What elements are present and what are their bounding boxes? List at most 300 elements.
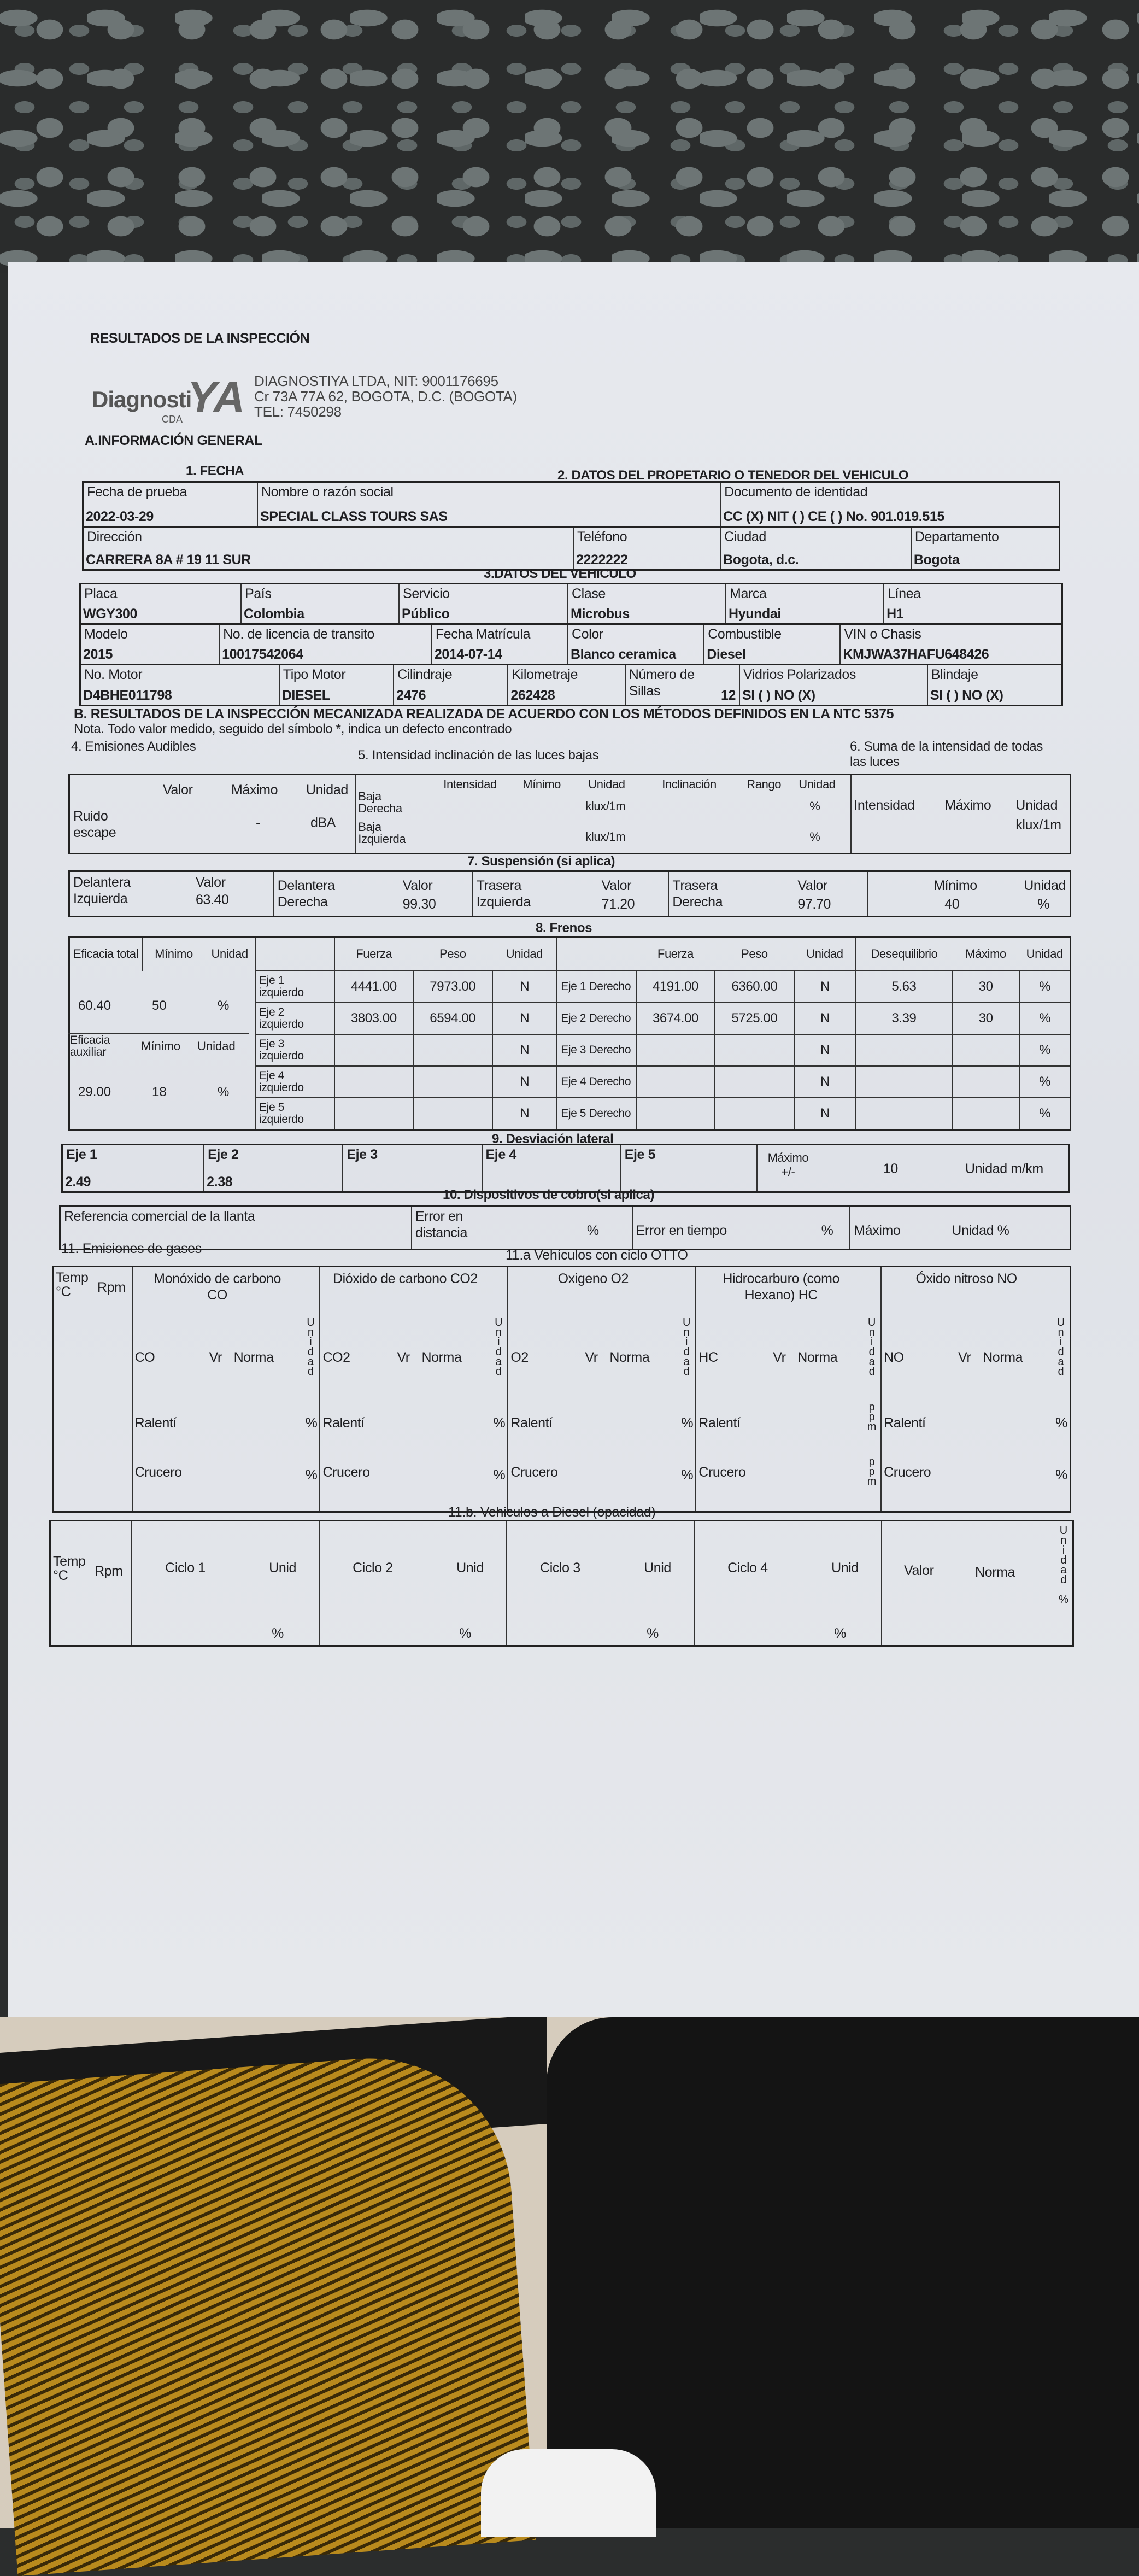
vehicle-field bbox=[884, 584, 1061, 623]
vehicle-field bbox=[928, 665, 1061, 705]
weight-right bbox=[715, 1034, 794, 1066]
diesel-value-column bbox=[882, 1521, 1072, 1645]
suspension-heading: 7. Suspensión (si aplica) bbox=[467, 854, 615, 869]
unit-pct: % bbox=[1020, 1003, 1071, 1034]
force-left bbox=[334, 1066, 413, 1098]
vr-label: Vr bbox=[397, 1350, 410, 1365]
owner-heading: 2. DATOS DEL PROPETARIO O TENEDOR DEL VEHICULO bbox=[557, 468, 909, 483]
diesel-cycle-column bbox=[320, 1521, 507, 1645]
unit-pct: % bbox=[1020, 971, 1071, 1003]
unit-pct: % bbox=[1020, 1034, 1071, 1066]
owner-name: SPECIAL CLASS TOURS SAS bbox=[260, 509, 448, 524]
suspension-label: Trasera Derecha bbox=[672, 878, 723, 910]
cycle-label: Ciclo 4 bbox=[727, 1560, 768, 1576]
owner-row-2 bbox=[82, 526, 1060, 571]
suspension-item bbox=[70, 872, 274, 916]
gas-code: CO2 bbox=[322, 1350, 350, 1365]
vehicle-row-3 bbox=[79, 664, 1063, 706]
vr-label: Vr bbox=[773, 1350, 786, 1365]
force-right bbox=[636, 1098, 715, 1129]
light-pct: % bbox=[809, 830, 820, 844]
deviation-axis bbox=[483, 1145, 621, 1191]
col-header: Unidad bbox=[588, 777, 625, 791]
ralenti-label: Ralentí bbox=[134, 1415, 177, 1431]
eff-total-min: 50 bbox=[152, 998, 167, 1013]
unit-n: N bbox=[492, 971, 557, 1003]
company-logo: Diagnosti YA CDA bbox=[92, 373, 245, 425]
imbalance: 3.39 bbox=[856, 1003, 952, 1034]
background-striped-cloth bbox=[0, 2049, 536, 2576]
axle-right-label: Eje 2 Derecho bbox=[557, 1003, 636, 1034]
field-label: No. de licencia de transito bbox=[223, 627, 375, 642]
field-value: 2476 bbox=[396, 688, 426, 703]
field-value: SI ( ) NO (X) bbox=[930, 688, 1003, 703]
force-right bbox=[636, 1066, 715, 1098]
eff-total-label: Eficacia total bbox=[69, 937, 143, 971]
weight-right: 5725.00 bbox=[715, 1003, 794, 1034]
max-value: 10 bbox=[883, 1161, 898, 1176]
diesel-table bbox=[49, 1520, 1074, 1647]
max-imbalance bbox=[952, 1098, 1020, 1129]
document-cell bbox=[721, 483, 1059, 526]
force-left bbox=[334, 1098, 413, 1129]
col-header: Valor bbox=[163, 782, 193, 798]
gas-title: Hidrocarburo (como Hexano) HC bbox=[723, 1271, 840, 1303]
col-header: Unidad bbox=[306, 782, 348, 798]
unit-label: Unidad % bbox=[952, 1223, 1009, 1238]
dept-cell bbox=[912, 528, 1059, 569]
ralenti-unit: % bbox=[305, 1415, 318, 1431]
name-cell bbox=[258, 483, 721, 526]
vehicle-row-1 bbox=[79, 583, 1063, 623]
time-label: Error en tiempo bbox=[636, 1223, 727, 1238]
doc-label: Documento de identidad bbox=[724, 484, 868, 500]
vr-label: Vr bbox=[958, 1350, 971, 1365]
norma-label: Norma bbox=[421, 1350, 462, 1365]
suspension-value: 71.20 bbox=[601, 897, 635, 912]
lights-sum-cell bbox=[852, 775, 1070, 853]
gas-code: CO bbox=[134, 1350, 155, 1365]
light-unit: klux/1m bbox=[585, 830, 626, 844]
vr-label: Vr bbox=[209, 1350, 222, 1365]
company-address: Cr 73A 77A 62, BOGOTA, D.C. (BOGOTA) bbox=[254, 388, 517, 405]
unit-n: N bbox=[492, 1098, 557, 1129]
axle-right-label: Eje 5 Derecho bbox=[557, 1098, 636, 1129]
noise-unit: dBA bbox=[310, 815, 336, 830]
deviation-heading: 9. Desviación lateral bbox=[492, 1132, 614, 1146]
ralenti-label: Ralentí bbox=[322, 1415, 365, 1431]
light-pct: % bbox=[809, 799, 820, 813]
diesel-cycle-column bbox=[507, 1521, 695, 1645]
suspension-label: Delantera Derecha bbox=[277, 878, 335, 910]
gas-column bbox=[882, 1267, 1070, 1511]
unit-pct: % bbox=[272, 1626, 284, 1641]
gas-code: HC bbox=[698, 1350, 718, 1365]
axle-left-label: Eje 1 izquierdo bbox=[255, 971, 334, 1003]
vehicle-row-2 bbox=[79, 623, 1063, 664]
col-header: Máximo bbox=[231, 782, 278, 798]
weight-left: 7973.00 bbox=[413, 971, 492, 1003]
crucero-label: Crucero bbox=[698, 1465, 746, 1480]
vehicle-field bbox=[740, 665, 928, 705]
tire-ref-label: Referencia comercial de la llanta bbox=[64, 1209, 255, 1224]
unit-pct: % bbox=[834, 1626, 846, 1641]
weight-left bbox=[413, 1098, 492, 1129]
unit-pct: % bbox=[647, 1626, 659, 1641]
deseq-header: Desequilibrio bbox=[856, 937, 952, 971]
col-header: Máximo bbox=[944, 798, 991, 813]
peso-header: Peso bbox=[413, 937, 492, 971]
field-value: Público bbox=[402, 606, 450, 622]
vehicle-field bbox=[280, 665, 394, 705]
suspension-min bbox=[868, 872, 1070, 916]
imbalance bbox=[856, 1066, 952, 1098]
temp-label: Temp °C bbox=[53, 1554, 86, 1583]
force-right: 3674.00 bbox=[636, 1003, 715, 1034]
noise-heading: 4. Emisiones Audibles bbox=[71, 739, 196, 754]
field-label: Modelo bbox=[84, 627, 128, 642]
eff-aux-value: 29.00 bbox=[78, 1085, 111, 1099]
rpm-label: Rpm bbox=[97, 1280, 126, 1295]
unit-header: Unidad bbox=[197, 1039, 236, 1053]
unid-label: Unid bbox=[456, 1560, 484, 1576]
force-left: 4441.00 bbox=[334, 971, 413, 1003]
vehicle-field bbox=[568, 625, 704, 664]
norma-label: Norma bbox=[975, 1565, 1015, 1580]
field-label: No. Motor bbox=[84, 667, 143, 682]
light-row-label: Baja Derecha bbox=[358, 789, 402, 815]
temp-rpm-cell bbox=[51, 1521, 132, 1645]
crucero-unit: % bbox=[305, 1467, 318, 1483]
weight-right: 6360.00 bbox=[715, 971, 794, 1003]
weight-right bbox=[715, 1066, 794, 1098]
unit-n: N bbox=[492, 1034, 557, 1066]
unit-n: N bbox=[794, 1098, 856, 1129]
unit-pct: % bbox=[1020, 1098, 1071, 1129]
ralenti-unit: % bbox=[493, 1415, 506, 1431]
force-right bbox=[636, 1034, 715, 1066]
vehicle-field bbox=[81, 625, 220, 664]
eff-aux-label: Eficacia auxiliar bbox=[70, 1034, 110, 1058]
unit-pct: % bbox=[1020, 1066, 1071, 1098]
max-imbalance bbox=[952, 1034, 1020, 1066]
gas-code: NO bbox=[884, 1350, 904, 1365]
crucero-unit: % bbox=[493, 1467, 506, 1483]
vr-label: Vr bbox=[585, 1350, 598, 1365]
unidad-label: Unidad bbox=[304, 1316, 317, 1375]
unid-label: Unid bbox=[269, 1560, 296, 1576]
fuerza-header: Fuerza bbox=[334, 937, 413, 971]
vehicle-field bbox=[568, 584, 726, 623]
fecha-heading: 1. FECHA bbox=[186, 464, 244, 478]
company-info bbox=[254, 373, 517, 419]
axle-left-label: Eje 3 izquierdo bbox=[255, 1034, 334, 1066]
col-header: Unidad bbox=[1015, 798, 1058, 813]
unidad-label: Unidad bbox=[866, 1316, 878, 1375]
crucero-unit: ppm bbox=[866, 1456, 878, 1485]
time-error bbox=[633, 1207, 851, 1249]
charging-table bbox=[59, 1205, 1071, 1250]
ralenti-unit: % bbox=[1055, 1415, 1068, 1431]
owner-address: CARRERA 8A # 19 11 SUR bbox=[86, 552, 251, 567]
temp-label: Temp °C bbox=[56, 1270, 89, 1299]
field-value: Microbus bbox=[571, 606, 630, 622]
pct: % bbox=[586, 1223, 599, 1238]
axis-value: 2.38 bbox=[207, 1174, 233, 1190]
unid-label: Unid bbox=[644, 1560, 671, 1576]
force-left: 3803.00 bbox=[334, 1003, 413, 1034]
company-name: DIAGNOSTIYA LTDA, NIT: 9001176695 bbox=[254, 373, 498, 389]
valor-label: Valor bbox=[196, 875, 226, 890]
lights-sum-heading: 6. Suma de la intensidad de todas las luces bbox=[850, 739, 1043, 769]
field-label: Fecha Matrícula bbox=[435, 627, 531, 642]
gas-column bbox=[696, 1267, 882, 1511]
vehicle-field bbox=[220, 625, 432, 664]
light-row-label: Baja Izquierda bbox=[358, 820, 406, 846]
fecha-cell bbox=[84, 483, 258, 526]
vehicle-field bbox=[400, 584, 568, 623]
noise-max: - bbox=[256, 815, 260, 830]
unit-header: Unidad bbox=[1020, 937, 1071, 971]
vehicle-field bbox=[81, 665, 280, 705]
suspension-item bbox=[473, 872, 670, 916]
owner-phone: 2222222 bbox=[576, 552, 628, 567]
max-imbalance bbox=[952, 1066, 1020, 1098]
noise-label: Ruido escape bbox=[73, 809, 116, 840]
unit-header: Unidad bbox=[492, 937, 557, 971]
otto-heading: 11.a Vehículos con ciclo OTTO bbox=[506, 1248, 688, 1263]
phone-label: Teléfono bbox=[577, 529, 627, 545]
fecha-label: Fecha de prueba bbox=[87, 484, 187, 500]
crucero-unit: % bbox=[1055, 1467, 1068, 1483]
deviation-axis bbox=[343, 1145, 482, 1191]
charging-max bbox=[850, 1207, 1070, 1249]
unit-n: N bbox=[794, 1066, 856, 1098]
col-header: Mínimo bbox=[522, 777, 561, 791]
rpm-label: Rpm bbox=[95, 1564, 123, 1579]
otto-table bbox=[52, 1266, 1071, 1513]
gas-column bbox=[133, 1267, 321, 1511]
unit-n: N bbox=[794, 971, 856, 1003]
vehicle-field bbox=[394, 665, 508, 705]
field-label: Combustible bbox=[708, 627, 782, 642]
min-header: Mínimo bbox=[141, 1039, 181, 1053]
imbalance bbox=[856, 1034, 952, 1066]
unit-n: N bbox=[492, 1066, 557, 1098]
axle-left-label: Eje 4 izquierdo bbox=[255, 1066, 334, 1098]
max-label: Máximo bbox=[854, 1223, 901, 1238]
ralenti-unit: % bbox=[681, 1415, 694, 1431]
suspension-label: Trasera Izquierda bbox=[476, 878, 531, 910]
unit-label: Unidad m/km bbox=[965, 1161, 1043, 1176]
col-header: Inclinación bbox=[662, 777, 717, 791]
norma-label: Norma bbox=[797, 1350, 838, 1365]
eff-aux-unit: % bbox=[218, 1085, 230, 1099]
max-imbalance: 30 bbox=[952, 1003, 1020, 1034]
gas-title: Monóxido de carbono CO bbox=[154, 1271, 281, 1303]
axle-left-label: Eje 2 izquierdo bbox=[255, 1003, 334, 1034]
unit-n: N bbox=[492, 1003, 557, 1034]
eff-total-value: 60.40 bbox=[78, 998, 111, 1013]
min-label: Mínimo bbox=[933, 878, 977, 893]
field-label: País bbox=[245, 586, 272, 601]
name-label: Nombre o razón social bbox=[261, 484, 394, 500]
field-value: 10017542064 bbox=[222, 647, 303, 662]
address-label: Dirección bbox=[87, 529, 142, 545]
dist-label: Error en distancia bbox=[415, 1209, 467, 1240]
col-header: Unidad bbox=[799, 777, 836, 791]
weight-left: 6594.00 bbox=[413, 1003, 492, 1034]
unit-header: Unidad bbox=[204, 937, 255, 971]
cycle-label: Ciclo 2 bbox=[353, 1560, 393, 1576]
brakes-efficacy-block bbox=[70, 971, 250, 1129]
deviation-table bbox=[61, 1144, 1070, 1193]
deviation-axis bbox=[63, 1145, 204, 1191]
field-value: KMJWA37HAFU648426 bbox=[843, 647, 989, 662]
field-value: WGY300 bbox=[83, 606, 138, 622]
crucero-unit: % bbox=[681, 1467, 694, 1483]
unidad-label: Unidad bbox=[1055, 1316, 1067, 1375]
unidad-label: Unidad % bbox=[1057, 1525, 1070, 1603]
phone-cell bbox=[574, 528, 721, 569]
crucero-label: Crucero bbox=[134, 1465, 182, 1480]
valor-label: Valor bbox=[797, 878, 827, 893]
eff-total-unit: % bbox=[218, 998, 230, 1013]
ralenti-label: Ralentí bbox=[510, 1415, 553, 1431]
diesel-cycle-column bbox=[695, 1521, 882, 1645]
suspension-item bbox=[669, 872, 868, 916]
vehicle-field bbox=[242, 584, 400, 623]
valor-label: Valor bbox=[601, 878, 632, 893]
axis-label: Eje 1 bbox=[66, 1147, 97, 1162]
field-value: Hyundai bbox=[729, 606, 781, 622]
max-header: Máximo bbox=[952, 937, 1020, 971]
address-cell bbox=[84, 528, 574, 569]
blank-header bbox=[255, 937, 334, 971]
ralenti-label: Ralentí bbox=[884, 1415, 926, 1431]
vehicle-field bbox=[432, 625, 568, 664]
axle-right-label: Eje 1 Derecho bbox=[557, 971, 636, 1003]
field-value: D4BHE011798 bbox=[83, 688, 172, 703]
company-phone: TEL: 7450298 bbox=[254, 403, 342, 420]
field-label: Línea bbox=[888, 586, 921, 601]
gas-column bbox=[320, 1267, 508, 1511]
max-imbalance: 30 bbox=[952, 971, 1020, 1003]
min-header: Mínimo bbox=[155, 947, 193, 961]
background-pants bbox=[547, 2017, 1139, 2528]
diesel-heading: 11.b. Vehiculos a Diesel (opacidad) bbox=[448, 1504, 656, 1520]
field-label: Tipo Motor bbox=[283, 667, 346, 682]
field-value: Blanco ceramica bbox=[571, 647, 676, 662]
field-label: Placa bbox=[84, 586, 118, 601]
document-title: RESULTADOS DE LA INSPECCIÓN bbox=[90, 331, 310, 346]
min-value: 40 bbox=[944, 897, 960, 912]
axle-left-label: Eje 5 izquierdo bbox=[255, 1098, 334, 1129]
field-label: VIN o Chasis bbox=[844, 627, 921, 642]
col-header: Intensidad bbox=[854, 798, 915, 813]
section-b-note: Nota. Todo valor medido, seguido del símbolo *, indica un defecto encontrado bbox=[74, 722, 512, 736]
peso-header: Peso bbox=[715, 937, 794, 971]
eff-aux-min: 18 bbox=[152, 1085, 167, 1099]
deviation-axis bbox=[204, 1145, 343, 1191]
valor-label: Valor bbox=[402, 878, 433, 893]
background-top bbox=[0, 0, 1139, 273]
noise-lights-table bbox=[68, 774, 1071, 854]
vehicle-field bbox=[626, 665, 740, 705]
norma-label: Norma bbox=[233, 1350, 274, 1365]
max-label: Máximo +/- bbox=[767, 1151, 809, 1179]
force-left bbox=[334, 1034, 413, 1066]
field-label: Clase bbox=[572, 586, 606, 601]
diesel-cycle-column bbox=[132, 1521, 320, 1645]
cycle-label: Ciclo 3 bbox=[540, 1560, 580, 1576]
lights-cell bbox=[356, 775, 852, 853]
axis-value: 2.49 bbox=[65, 1174, 91, 1190]
crucero-label: Crucero bbox=[510, 1465, 558, 1480]
field-value: 2014-07-14 bbox=[434, 647, 502, 662]
vehicle-field bbox=[704, 625, 841, 664]
gas-title: Dióxido de carbono CO2 bbox=[332, 1271, 478, 1286]
owner-city: Bogota, d.c. bbox=[723, 552, 799, 567]
cycle-label: Ciclo 1 bbox=[165, 1560, 206, 1576]
field-label: Cilindraje bbox=[397, 667, 453, 682]
owner-doc: CC (X) NIT ( ) CE ( ) No. 901.019.515 bbox=[723, 509, 944, 524]
unit-n: N bbox=[794, 1034, 856, 1066]
pct: % bbox=[821, 1223, 833, 1238]
crucero-label: Crucero bbox=[884, 1465, 931, 1480]
vehicle-field bbox=[81, 584, 242, 623]
field-label: Blindaje bbox=[931, 667, 978, 682]
field-label: Servicio bbox=[403, 586, 450, 601]
gas-title: Óxido nitroso NO bbox=[915, 1271, 1017, 1286]
field-value: 262428 bbox=[510, 688, 555, 703]
ralenti-label: Ralentí bbox=[698, 1415, 741, 1431]
gases-heading: 11. Emisiones de gases bbox=[61, 1241, 202, 1256]
owner-row-1 bbox=[82, 481, 1060, 526]
field-label: Marca bbox=[730, 586, 767, 601]
weight-left bbox=[413, 1034, 492, 1066]
suspension-label: Delantera Izquierda bbox=[73, 875, 131, 906]
field-label: Número de Sillas bbox=[629, 667, 695, 699]
blank-header bbox=[557, 937, 636, 971]
section-b-title: B. RESULTADOS DE LA INSPECCIÓN MECANIZADA REALIZADA DE ACUERDO CON LOS MÉTODOS DEFINIDOS EN LA NTC 5375 bbox=[74, 706, 894, 722]
vehicle-field bbox=[841, 625, 1061, 664]
deviation-max bbox=[758, 1145, 1068, 1191]
imbalance bbox=[856, 1098, 952, 1129]
weight-left bbox=[413, 1066, 492, 1098]
lights-heading: 5. Intensidad inclinación de las luces bajas bbox=[358, 748, 599, 763]
field-value: SI ( ) NO (X) bbox=[742, 688, 815, 703]
unid-label: Unid bbox=[831, 1560, 859, 1576]
axle-right-label: Eje 3 Derecho bbox=[557, 1034, 636, 1066]
valor-label: Valor bbox=[904, 1563, 934, 1578]
col-header: Intensidad bbox=[443, 777, 497, 791]
axis-label: Eje 5 bbox=[624, 1147, 656, 1162]
unit-label: Unidad bbox=[1024, 878, 1066, 893]
deviation-axis bbox=[621, 1145, 758, 1191]
axis-label: Eje 3 bbox=[347, 1147, 378, 1162]
field-value: 12 bbox=[720, 688, 736, 703]
axle-right-label: Eje 4 Derecho bbox=[557, 1066, 636, 1098]
field-value: H1 bbox=[886, 606, 904, 622]
unidad-label: Unidad bbox=[680, 1316, 693, 1375]
gas-code: O2 bbox=[510, 1350, 529, 1365]
field-value: Diesel bbox=[707, 647, 746, 662]
field-label: Kilometraje bbox=[512, 667, 578, 682]
light-unit: klux/1m bbox=[585, 799, 626, 813]
col-header: Rango bbox=[747, 777, 782, 791]
unit-value: % bbox=[1037, 897, 1050, 912]
